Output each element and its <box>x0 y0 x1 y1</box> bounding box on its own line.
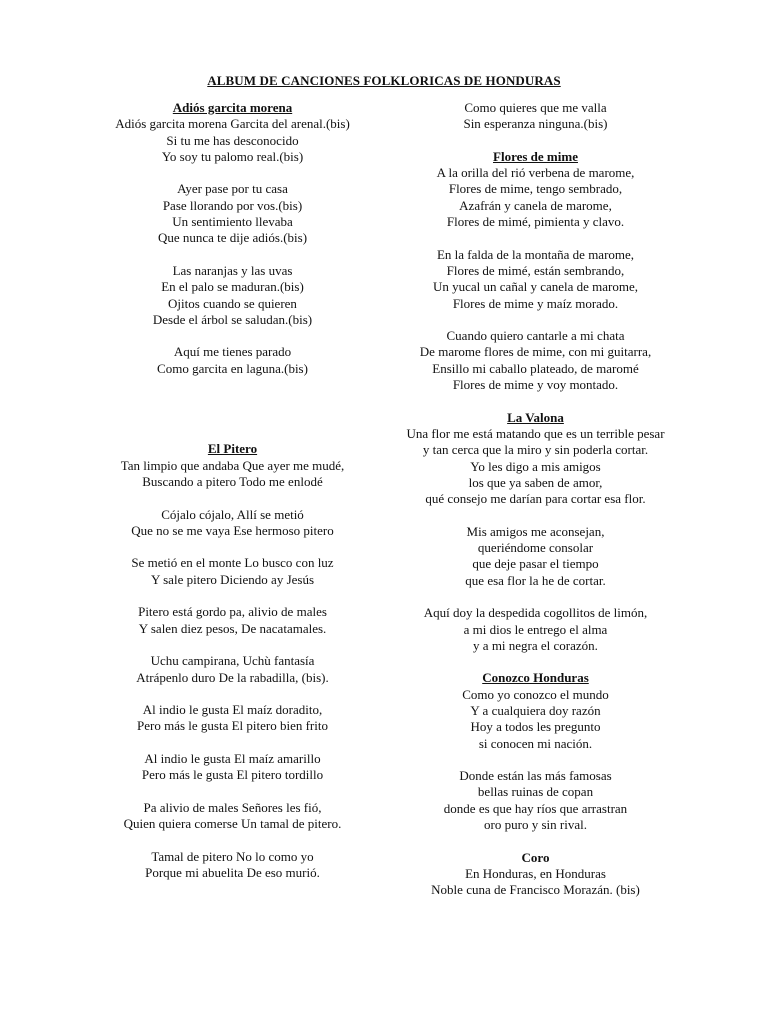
lyric-line: Como yo conozco el mundo <box>462 686 609 702</box>
lyric-line: y a mi negra el corazón. <box>473 637 598 653</box>
stanza <box>398 426 673 507</box>
lyric-line: Ojitos cuando se quieren <box>168 295 297 311</box>
lyric-line: Uchu campirana, Uchù fantasía <box>150 653 315 669</box>
lyric-line: Como garcita en laguna.(bis) <box>157 360 308 376</box>
stanza <box>80 849 385 882</box>
lyric-line: Flores de mime, tengo sembrado, <box>448 181 623 197</box>
song-title-adios-garcita: Adiós garcita morena <box>172 100 293 115</box>
chorus <box>398 866 673 899</box>
stanza <box>80 458 385 491</box>
lyric-line: Flores de mime y maíz morado. <box>452 295 619 311</box>
stanza <box>80 653 385 686</box>
stanza <box>398 165 673 230</box>
lyric-line: Atrápenlo duro De la rabadilla, (bis). <box>136 669 329 685</box>
lyric-line: Porque mi abuelita De eso murió. <box>145 865 320 881</box>
stanza <box>80 702 385 735</box>
lyric-line: Al indio le gusta El maíz amarillo <box>144 750 321 766</box>
stanza <box>80 263 385 328</box>
lyric-line: A la orilla del rió verbena de marome, <box>436 165 635 181</box>
lyric-line: oro puro y sin rival. <box>484 817 587 833</box>
stanza <box>80 116 385 165</box>
lyric-line: queriéndome consolar <box>477 540 594 556</box>
lyric-line: Que no se me vaya Ese hermoso pitero <box>131 522 334 538</box>
lyric-line: Si tu me has desconocido <box>166 132 299 148</box>
lyric-line: Un yucal un cañal y canela de marome, <box>432 279 639 295</box>
lyric-line: Noble cuna de Francisco Morazán. (bis) <box>431 882 640 898</box>
lyric-line: Buscando a pitero Todo me enlodé <box>142 473 323 489</box>
lyric-line: Flores de mimé, pimienta y clavo. <box>446 214 625 230</box>
stanza <box>398 524 673 589</box>
lyric-line: Un sentimiento llevaba <box>172 214 293 230</box>
lyric-line: En Honduras, en Honduras <box>465 865 606 881</box>
lyric-line: Se metió en el monte Lo busco con luz <box>131 555 334 571</box>
lyric-line: Cójalo cójalo, Allí se metió <box>161 506 304 522</box>
lyric-line: Y a cualquiera doy razón <box>470 702 601 718</box>
song-title-conozco-honduras: Conozco Honduras <box>482 670 589 686</box>
lyric-line: Al indio le gusta El maíz doradito, <box>142 702 323 718</box>
lyric-line: y tan cerca que la miro y sin poderla cortar. <box>422 442 649 458</box>
lyric-line: Tamal de pitero No lo como yo <box>151 848 314 864</box>
lyric-line: Pero más le gusta El pitero bien frito <box>137 718 328 734</box>
lyric-line: a mi dios le entrego el alma <box>463 621 608 637</box>
lyric-line: Que nunca te dije adiós.(bis) <box>157 230 308 246</box>
chorus-title: Coro <box>521 849 550 865</box>
lyric-line: En el palo se maduran.(bis) <box>161 279 304 295</box>
lyric-line: Las naranjas y las uvas <box>172 262 293 278</box>
right-column <box>398 100 673 915</box>
lyric-line: Aquí doy la despedida cogollitos de limón, <box>423 605 648 621</box>
lyric-line: Azafrán y canela de marome, <box>459 197 612 213</box>
stanza <box>80 344 385 377</box>
lyric-line: Flores de mime y voy montado. <box>452 377 619 393</box>
lyric-line: Pase llorando por vos.(bis) <box>162 197 303 213</box>
lyric-line: Pa alivio de males Señores les fió, <box>143 799 322 815</box>
lyric-line: Tan limpio que andaba Que ayer me mudé, <box>120 457 345 473</box>
lyric-line: Yo soy tu palomo real.(bis) <box>161 148 304 164</box>
lyric-line: Pitero está gordo pa, alivio de males <box>138 604 327 620</box>
lyric-line: Quien quiera comerse Un tamal de pitero. <box>123 816 342 832</box>
left-column <box>80 100 385 898</box>
stanza <box>80 507 385 540</box>
lyric-line: Aquí me tienes parado <box>173 344 292 360</box>
lyric-line: Sin esperanza ninguna.(bis) <box>463 116 608 132</box>
song-title-el-pitero: El Pitero <box>207 441 258 457</box>
lyric-line: bellas ruinas de copan <box>477 784 594 800</box>
lyric-line: donde es que hay ríos que arrastran <box>443 800 628 816</box>
stanza <box>80 800 385 833</box>
stanza <box>398 687 673 752</box>
stanza <box>80 751 385 784</box>
stanza <box>398 247 673 312</box>
lyric-line: Donde están las más famosas <box>459 768 612 784</box>
stanza <box>80 181 385 246</box>
lyric-line: Hoy a todos les pregunto <box>470 719 601 735</box>
lyric-line: Yo les digo a mis amigos <box>470 458 601 474</box>
lyric-line: Cuando quiero cantarle a mi chata <box>446 328 625 344</box>
lyric-line: Y sale pitero Diciendo ay Jesús <box>150 571 315 587</box>
lyric-line: Mis amigos me aconsejan, <box>466 523 605 539</box>
lyric-line: si conocen mi nación. <box>478 735 593 751</box>
lyric-line: Pero más le gusta El pitero tordillo <box>141 767 324 783</box>
lyric-line: Ayer pase por tu casa <box>177 181 288 197</box>
lyric-line: Y salen diez pesos, De nacatamales. <box>138 620 327 636</box>
document-title: ALBUM DE CANCIONES FOLKLORICAS DE HONDURAS <box>207 73 561 88</box>
lyric-line: que esa flor la he de cortar. <box>465 572 606 588</box>
lyric-line: qué consejo me darían para cortar esa flor. <box>425 491 646 507</box>
stanza <box>398 100 673 133</box>
stanza <box>80 604 385 637</box>
stanza <box>398 768 673 833</box>
lyric-line: que deje pasar el tiempo <box>472 556 599 572</box>
lyric-line: Desde el árbol se saludan.(bis) <box>152 311 313 327</box>
lyric-line: Como quieres que me valla <box>464 100 607 115</box>
stanza <box>398 605 673 654</box>
lyric-line: los que ya saben de amor, <box>468 474 603 490</box>
stanza <box>80 555 385 588</box>
song-title-la-valona: La Valona <box>507 409 564 425</box>
lyric-line: Adiós garcita morena Garcita del arenal.(bis) <box>115 116 350 132</box>
lyric-line: En la falda de la montaña de marome, <box>436 246 635 262</box>
lyric-line: Flores de mimé, están sembrando, <box>446 262 625 278</box>
lyric-line: Una flor me está matando que es un terrible pesar <box>406 425 665 441</box>
song-title-flores-de-mime: Flores de mime <box>493 148 578 164</box>
lyric-line: Ensillo mi caballo plateado, de maromé <box>432 360 639 376</box>
stanza <box>398 328 673 393</box>
lyric-line: De marome flores de mime, con mi guitarra, <box>419 344 652 360</box>
